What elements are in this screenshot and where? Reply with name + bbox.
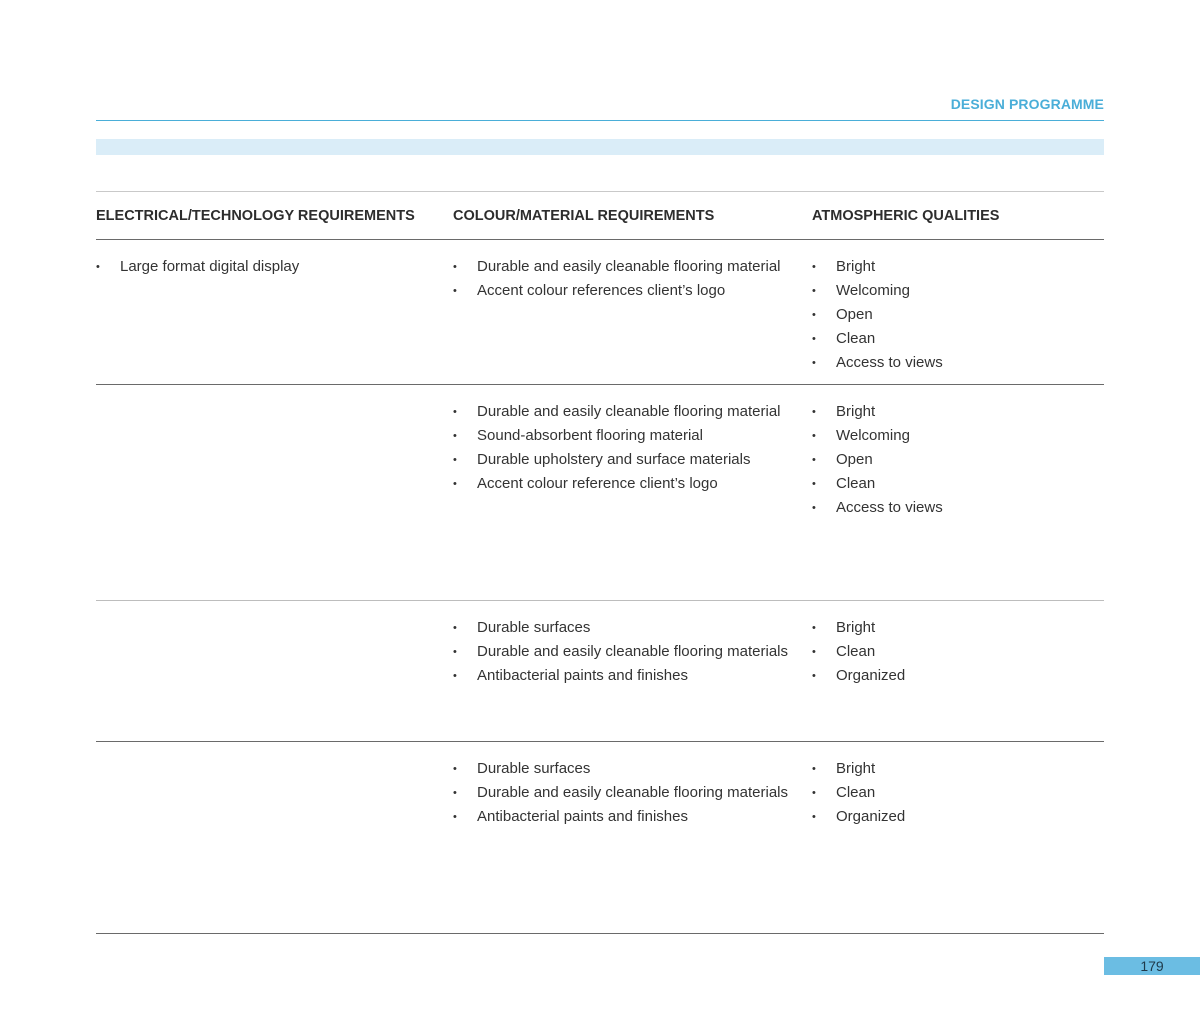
list-item: • Accent colour reference client’s logo [453, 472, 812, 496]
list-item: • Clean [812, 640, 1104, 664]
list-item: • Open [812, 448, 1104, 472]
table-row [96, 601, 1104, 742]
list-item: • Durable upholstery and surface materials [453, 448, 812, 472]
cell-colour-material [453, 757, 812, 933]
cell-colour-material [453, 400, 812, 600]
cell-electrical [96, 255, 453, 384]
list-item: • Clean [812, 472, 1104, 496]
column-header-colour-material: COLOUR/MATERIAL REQUIREMENTS [453, 207, 715, 224]
list-item: • Bright [812, 255, 1104, 279]
cell-electrical [96, 757, 453, 933]
list-item: • Bright [812, 616, 1104, 640]
list-item: • Antibacterial paints and finishes [453, 805, 812, 829]
cell-atmospheric [812, 616, 1104, 741]
list-item: • Large format digital display [96, 255, 453, 279]
cell-colour-material [453, 616, 812, 741]
cell-atmospheric [812, 255, 1104, 384]
list-item: • Access to views [812, 496, 1104, 520]
list-item: • Organized [812, 664, 1104, 688]
list-item: • Bright [812, 400, 1104, 424]
section-title-rule [96, 120, 1104, 121]
cell-electrical [96, 616, 453, 741]
column-header-electrical: ELECTRICAL/TECHNOLOGY REQUIREMENTS [96, 207, 415, 224]
list-item: • Open [812, 303, 1104, 327]
list-item: • Durable and easily cleanable flooring material [453, 255, 812, 279]
list-item: • Welcoming [812, 424, 1104, 448]
page-number: 179 [1104, 957, 1200, 975]
header-band [96, 139, 1104, 155]
list-item: • Durable surfaces [453, 757, 812, 781]
cell-electrical [96, 400, 453, 600]
list-item: • Clean [812, 327, 1104, 351]
list-item: • Antibacterial paints and finishes [453, 664, 812, 688]
cell-atmospheric [812, 757, 1104, 933]
table-row [96, 742, 1104, 934]
list-item: • Durable and easily cleanable flooring material [453, 400, 812, 424]
table-row [96, 240, 1104, 385]
list-item: • Sound-absorbent flooring material [453, 424, 812, 448]
column-header-atmospheric: ATMOSPHERIC QUALITIES [812, 207, 1000, 224]
list-item: • Durable and easily cleanable flooring materials [453, 640, 812, 664]
section-title: DESIGN PROGRAMME [950, 96, 1104, 112]
table-header [96, 192, 1104, 240]
list-item: • Clean [812, 781, 1104, 805]
list-item: • Accent colour references client’s logo [453, 279, 812, 303]
list-item: • Organized [812, 805, 1104, 829]
list-item: • Access to views [812, 351, 1104, 375]
cell-atmospheric [812, 400, 1104, 600]
requirements-table [96, 191, 1104, 934]
list-item: • Durable and easily cleanable flooring materials [453, 781, 812, 805]
table-row [96, 385, 1104, 601]
list-item: • Durable surfaces [453, 616, 812, 640]
list-item: • Welcoming [812, 279, 1104, 303]
list-item: • Bright [812, 757, 1104, 781]
cell-colour-material [453, 255, 812, 384]
